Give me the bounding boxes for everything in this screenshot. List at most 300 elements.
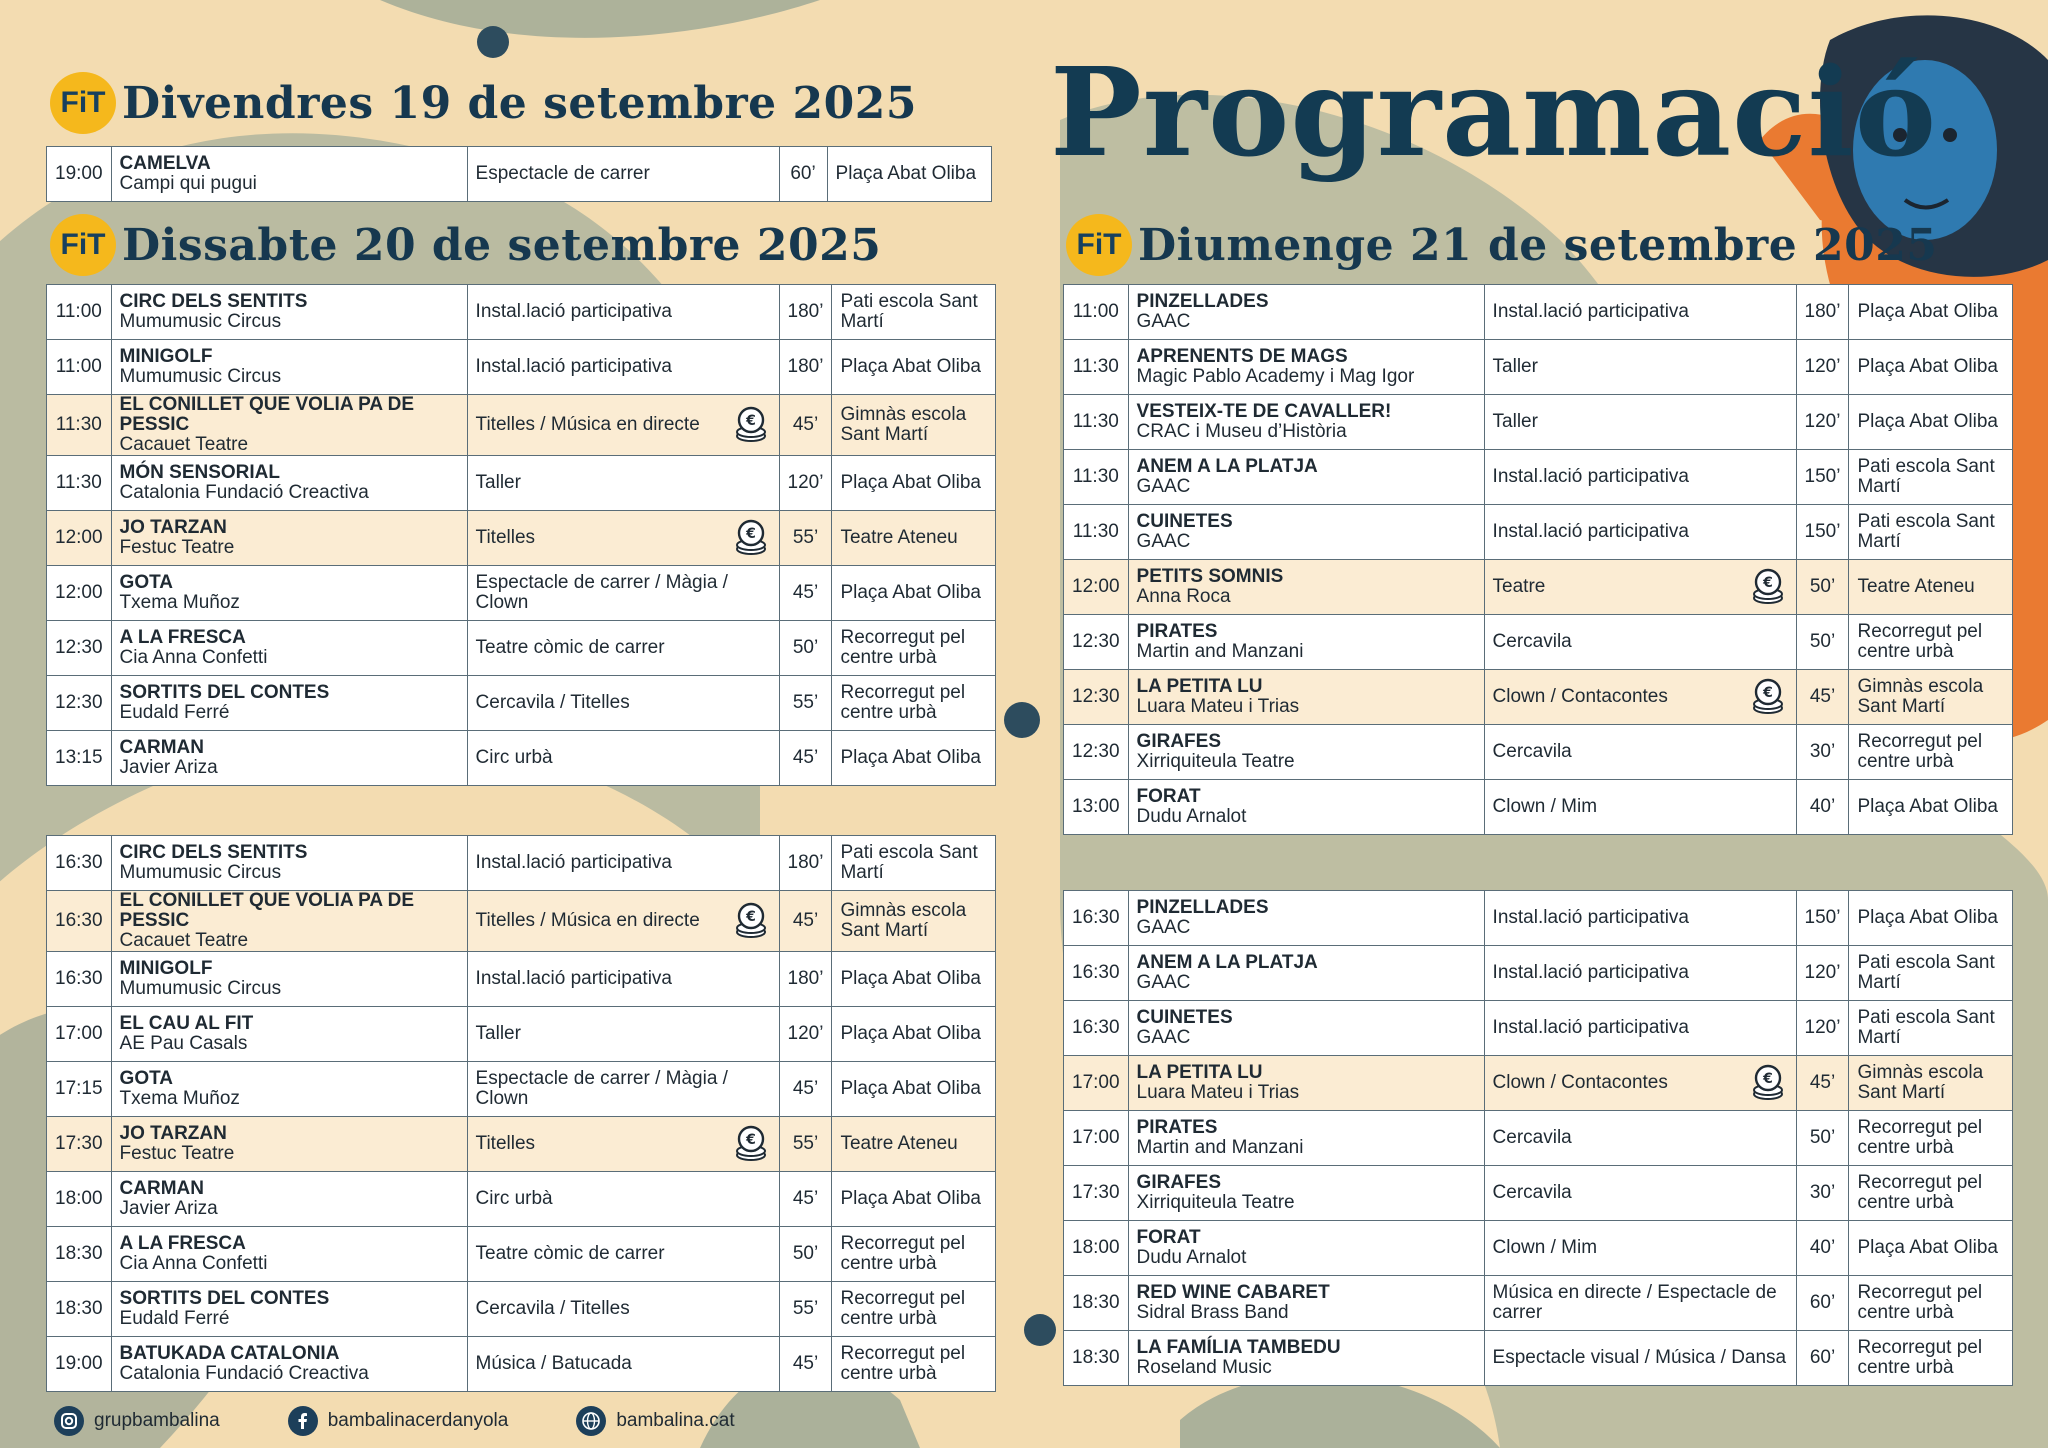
event-duration: 120’ — [1796, 1001, 1849, 1056]
event-type: Teatre — [1492, 576, 1546, 597]
schedule-row — [1064, 780, 2013, 835]
event-place: Plaça Abat Oliba — [1849, 395, 2013, 450]
event-company: Eudald Ferré — [119, 1308, 230, 1329]
event-time: 12:00 — [47, 511, 112, 566]
event-time: 12:30 — [1064, 670, 1129, 725]
instagram-handle[interactable]: grupbambalina — [94, 1410, 220, 1431]
event-cell — [1128, 1111, 1484, 1166]
svg-text:€: € — [1762, 1071, 1773, 1087]
event-duration: 45’ — [779, 731, 832, 786]
paid-ticket-coin-icon — [733, 1125, 769, 1163]
event-name: MINIGOLF — [119, 958, 213, 979]
event-cell — [1128, 891, 1484, 946]
event-type: Taller — [475, 472, 521, 493]
event-type-cell — [1484, 1111, 1796, 1166]
schedule-row — [1064, 670, 2013, 725]
fit-logo: FiT — [50, 214, 116, 276]
event-time: 11:00 — [47, 285, 112, 340]
event-name: MINIGOLF — [119, 346, 213, 367]
event-type: Instal.lació participativa — [1492, 1017, 1689, 1038]
event-type: Teatre còmic de carrer — [475, 637, 665, 658]
event-company: Cia Anna Confetti — [119, 647, 268, 668]
event-time: 16:30 — [1064, 1001, 1129, 1056]
event-time: 11:30 — [1064, 395, 1129, 450]
schedule-row — [47, 340, 996, 395]
event-name: CUINETES — [1136, 1007, 1233, 1028]
globe-icon[interactable] — [576, 1406, 606, 1436]
event-type: Cercavila / Titelles — [475, 692, 630, 713]
event-type-cell — [467, 147, 779, 202]
event-place: Recorregut pel centre urbà — [1849, 615, 2013, 670]
event-company: GAAC — [1136, 476, 1191, 497]
event-cell — [111, 1172, 467, 1227]
event-place: Plaça Abat Oliba — [832, 1062, 996, 1117]
event-duration: 120’ — [1796, 395, 1849, 450]
event-duration: 45’ — [1796, 670, 1849, 725]
page-title: Programació — [1050, 40, 1938, 184]
event-duration: 55’ — [779, 1282, 832, 1337]
event-company: Cacauet Teatre — [119, 930, 249, 951]
event-duration: 45’ — [779, 1172, 832, 1227]
event-type: Música en directe / Espectacle de carrer — [1492, 1282, 1777, 1323]
event-cell — [1128, 1331, 1484, 1386]
event-duration: 180’ — [779, 285, 832, 340]
event-name: MÓN SENSORIAL — [119, 462, 280, 483]
event-type-cell — [467, 1007, 779, 1062]
event-place: Pati escola Sant Martí — [832, 836, 996, 891]
event-type: Instal.lació participativa — [1492, 521, 1689, 542]
event-time: 12:30 — [1064, 725, 1129, 780]
event-cell — [111, 1117, 467, 1172]
schedule-row — [1064, 1001, 2013, 1056]
event-company: Eudald Ferré — [119, 702, 230, 723]
event-duration: 40’ — [1796, 780, 1849, 835]
event-type-cell — [467, 1172, 779, 1227]
sunday-afternoon-table — [1063, 890, 2013, 1386]
event-type-cell — [467, 340, 779, 395]
event-time: 12:00 — [1064, 560, 1129, 615]
event-type-cell — [1484, 340, 1796, 395]
event-duration: 45’ — [779, 395, 832, 456]
event-type: Cercavila — [1492, 741, 1572, 762]
svg-text:€: € — [745, 526, 756, 542]
event-name: PIRATES — [1136, 1117, 1218, 1138]
event-place: Plaça Abat Oliba — [832, 340, 996, 395]
schedule-row — [1064, 450, 2013, 505]
event-company: Magic Pablo Academy i Mag Igor — [1136, 366, 1415, 387]
event-duration: 50’ — [1796, 615, 1849, 670]
event-name: LA PETITA LU — [1136, 1062, 1263, 1083]
event-name: APRENENTS DE MAGS — [1136, 346, 1348, 367]
event-place: Gimnàs escola Sant Martí — [832, 395, 996, 456]
event-duration: 45’ — [779, 891, 832, 952]
event-name: A LA FRESCA — [119, 627, 246, 648]
event-type-cell — [1484, 505, 1796, 560]
event-time: 18:00 — [1064, 1221, 1129, 1276]
event-name: A LA FRESCA — [119, 1233, 246, 1254]
schedule-row — [1064, 1166, 2013, 1221]
event-cell — [111, 891, 467, 952]
event-company: Sidral Brass Band — [1136, 1302, 1289, 1323]
event-type: Espectacle visual / Música / Dansa — [1492, 1347, 1787, 1368]
event-type: Titelles / Música en directe — [475, 910, 700, 931]
event-type-cell — [1484, 670, 1796, 725]
event-name: LA FAMÍLIA TAMBEDU — [1136, 1337, 1341, 1358]
schedule-row — [47, 1337, 996, 1392]
event-type: Clown / Contacontes — [1492, 686, 1668, 707]
event-type-cell — [1484, 1166, 1796, 1221]
event-name: FORAT — [1136, 786, 1201, 807]
schedule-row — [1064, 946, 2013, 1001]
event-cell — [111, 731, 467, 786]
event-cell — [1128, 615, 1484, 670]
event-duration: 40’ — [1796, 1221, 1849, 1276]
event-type-cell — [467, 1062, 779, 1117]
event-company: Dudu Arnalot — [1136, 1247, 1247, 1268]
instagram-icon[interactable] — [54, 1406, 84, 1436]
event-place: Recorregut pel centre urbà — [832, 1227, 996, 1282]
event-name: PINZELLADES — [1136, 897, 1269, 918]
event-type-cell — [467, 836, 779, 891]
schedule-row — [1064, 505, 2013, 560]
event-cell — [111, 1282, 467, 1337]
event-cell — [1128, 505, 1484, 560]
event-place: Plaça Abat Oliba — [832, 566, 996, 621]
event-name: PINZELLADES — [1136, 291, 1269, 312]
event-type-cell — [1484, 285, 1796, 340]
event-time: 13:00 — [1064, 780, 1129, 835]
event-place: Plaça Abat Oliba — [832, 731, 996, 786]
event-company: Martin and Manzani — [1136, 641, 1304, 662]
schedule-row — [1064, 891, 2013, 946]
event-name: CARMAN — [119, 737, 204, 758]
event-place: Recorregut pel centre urbà — [1849, 1166, 2013, 1221]
event-duration: 50’ — [1796, 560, 1849, 615]
event-type-cell — [467, 511, 779, 566]
event-cell — [111, 1337, 467, 1392]
event-duration: 180’ — [779, 340, 832, 395]
event-type: Cercavila / Titelles — [475, 1298, 630, 1319]
event-duration: 60’ — [779, 147, 827, 202]
event-company: Luara Mateu i Trias — [1136, 1082, 1300, 1103]
event-company: Cia Anna Confetti — [119, 1253, 268, 1274]
event-place: Plaça Abat Oliba — [827, 147, 991, 202]
event-type: Instal.lació participativa — [1492, 466, 1689, 487]
event-name: CAMELVA — [119, 153, 211, 174]
event-time: 11:30 — [1064, 450, 1129, 505]
event-place: Teatre Ateneu — [832, 1117, 996, 1172]
event-name: PIRATES — [1136, 621, 1218, 642]
svg-text:€: € — [745, 413, 756, 429]
event-type: Música / Batucada — [475, 1353, 632, 1374]
event-name: LA PETITA LU — [1136, 676, 1263, 697]
event-type-cell — [467, 1337, 779, 1392]
event-name: GIRAFES — [1136, 731, 1221, 752]
event-type: Instal.lació participativa — [1492, 962, 1689, 983]
event-type-cell — [467, 456, 779, 511]
event-type: Instal.lació participativa — [475, 301, 672, 322]
schedule-row — [1064, 1111, 2013, 1166]
event-company: GAAC — [1136, 531, 1191, 552]
event-company: Txema Muñoz — [119, 592, 240, 613]
saturday-title: Dissabte 20 de setembre 2025 — [122, 219, 882, 271]
event-time: 18:30 — [1064, 1276, 1129, 1331]
saturday-header — [50, 214, 881, 276]
event-name: CIRC DELS SENTITS — [119, 291, 308, 312]
event-time: 16:30 — [1064, 891, 1129, 946]
event-name: CUINETES — [1136, 511, 1233, 532]
event-duration: 50’ — [779, 621, 832, 676]
paid-ticket-coin-icon — [733, 519, 769, 557]
event-cell — [111, 147, 467, 202]
event-time: 19:00 — [47, 147, 112, 202]
event-type: Clown / Mim — [1492, 1237, 1598, 1258]
event-company: Mumumusic Circus — [119, 978, 282, 999]
event-type-cell — [467, 1117, 779, 1172]
event-cell — [111, 952, 467, 1007]
event-time: 16:30 — [47, 836, 112, 891]
event-place: Pati escola Sant Martí — [1849, 450, 2013, 505]
event-place: Pati escola Sant Martí — [832, 285, 996, 340]
event-place: Recorregut pel centre urbà — [832, 1337, 996, 1392]
event-place: Pati escola Sant Martí — [1849, 505, 2013, 560]
schedule-row — [47, 1172, 996, 1227]
saturday-afternoon-table — [46, 835, 996, 1392]
event-type: Taller — [1492, 411, 1538, 432]
event-type: Circ urbà — [475, 747, 553, 768]
event-place: Gimnàs escola Sant Martí — [1849, 1056, 2013, 1111]
event-time: 17:30 — [1064, 1166, 1129, 1221]
event-company: Xirriquiteula Teatre — [1136, 751, 1295, 772]
event-type: Titelles / Música en directe — [475, 414, 700, 435]
event-place: Pati escola Sant Martí — [1849, 946, 2013, 1001]
schedule-row — [1064, 725, 2013, 780]
event-type: Clown / Mim — [1492, 796, 1598, 817]
event-name: PETITS SOMNIS — [1136, 566, 1284, 587]
schedule-row — [1064, 1331, 2013, 1386]
event-name: EL CONILLET QUE VOLIA PA DE PESSIC — [119, 890, 415, 931]
event-duration: 150’ — [1796, 891, 1849, 946]
event-time: 11:30 — [47, 456, 112, 511]
event-company: Mumumusic Circus — [119, 366, 282, 387]
event-name: GOTA — [119, 572, 174, 593]
event-duration: 60’ — [1796, 1331, 1849, 1386]
event-time: 11:30 — [47, 395, 112, 456]
schedule-row — [47, 1282, 996, 1337]
event-company: Cacauet Teatre — [119, 434, 249, 455]
event-cell — [111, 1227, 467, 1282]
event-company: GAAC — [1136, 1027, 1191, 1048]
schedule-row — [1064, 1221, 2013, 1276]
event-cell — [1128, 725, 1484, 780]
event-time: 18:00 — [47, 1172, 112, 1227]
event-company: Javier Ariza — [119, 757, 218, 778]
event-place: Plaça Abat Oliba — [1849, 891, 2013, 946]
event-name: JO TARZAN — [119, 517, 227, 538]
event-place: Recorregut pel centre urbà — [1849, 1276, 2013, 1331]
event-place: Plaça Abat Oliba — [832, 456, 996, 511]
event-type-cell — [1484, 780, 1796, 835]
friday-header — [50, 72, 917, 134]
event-place: Gimnàs escola Sant Martí — [832, 891, 996, 952]
schedule-row — [47, 511, 996, 566]
event-place: Plaça Abat Oliba — [832, 952, 996, 1007]
event-place: Recorregut pel centre urbà — [832, 1282, 996, 1337]
schedule-row — [1064, 615, 2013, 670]
event-cell — [1128, 340, 1484, 395]
event-cell — [1128, 780, 1484, 835]
event-company: Mumumusic Circus — [119, 311, 282, 332]
event-company: Catalonia Fundació Creactiva — [119, 1363, 369, 1384]
event-type-cell — [467, 676, 779, 731]
event-duration: 50’ — [779, 1227, 832, 1282]
event-time: 11:00 — [1064, 285, 1129, 340]
event-duration: 120’ — [1796, 340, 1849, 395]
event-company: Mumumusic Circus — [119, 862, 282, 883]
event-type: Instal.lació participativa — [475, 852, 672, 873]
event-time: 17:00 — [1064, 1056, 1129, 1111]
schedule-row — [47, 1117, 996, 1172]
event-type-cell — [1484, 725, 1796, 780]
event-place: Plaça Abat Oliba — [1849, 285, 2013, 340]
schedule-row — [47, 731, 996, 786]
event-type-cell — [467, 1282, 779, 1337]
event-type: Cercavila — [1492, 1127, 1572, 1148]
schedule-row — [1064, 1276, 2013, 1331]
event-cell — [1128, 1001, 1484, 1056]
event-company: Anna Roca — [1136, 586, 1231, 607]
event-name: SORTITS DEL CONTES — [119, 682, 330, 703]
event-time: 17:15 — [47, 1062, 112, 1117]
event-name: EL CAU AL FIT — [119, 1013, 254, 1034]
event-time: 11:30 — [1064, 340, 1129, 395]
event-type: Instal.lació participativa — [475, 356, 672, 377]
event-time: 13:15 — [47, 731, 112, 786]
saturday-morning-table — [46, 284, 996, 786]
event-duration: 180’ — [1796, 285, 1849, 340]
event-type: Cercavila — [1492, 1182, 1572, 1203]
paid-ticket-coin-icon — [733, 406, 769, 444]
event-company: Catalonia Fundació Creactiva — [119, 482, 369, 503]
event-place: Recorregut pel centre urbà — [832, 621, 996, 676]
event-duration: 45’ — [779, 1337, 832, 1392]
event-place: Recorregut pel centre urbà — [1849, 1331, 2013, 1386]
event-cell — [111, 285, 467, 340]
facebook-icon[interactable] — [288, 1406, 318, 1436]
event-duration: 45’ — [779, 1062, 832, 1117]
event-time: 16:30 — [47, 952, 112, 1007]
event-type: Espectacle de carrer / Màgia / Clown — [475, 1068, 728, 1109]
schedule-row — [47, 891, 996, 952]
event-company: Festuc Teatre — [119, 537, 235, 558]
schedule-row — [1064, 395, 2013, 450]
event-cell — [1128, 1056, 1484, 1111]
event-time: 17:00 — [1064, 1111, 1129, 1166]
website-link[interactable]: bambalina.cat — [616, 1410, 735, 1431]
event-duration: 55’ — [779, 1117, 832, 1172]
event-company: Javier Ariza — [119, 1198, 218, 1219]
event-time: 16:30 — [1064, 946, 1129, 1001]
event-time: 12:30 — [47, 621, 112, 676]
event-cell — [1128, 560, 1484, 615]
event-duration: 150’ — [1796, 450, 1849, 505]
event-cell — [1128, 395, 1484, 450]
event-type: Instal.lació participativa — [1492, 907, 1689, 928]
event-place: Plaça Abat Oliba — [1849, 340, 2013, 395]
event-time: 12:30 — [47, 676, 112, 731]
footer-social — [54, 1406, 735, 1436]
event-type-cell — [467, 395, 779, 456]
event-cell — [111, 1062, 467, 1117]
event-cell — [1128, 946, 1484, 1001]
event-type: Clown / Contacontes — [1492, 1072, 1668, 1093]
event-name: BATUKADA CATALONIA — [119, 1343, 340, 1364]
event-place: Recorregut pel centre urbà — [1849, 725, 2013, 780]
schedule-row — [47, 147, 992, 202]
event-time: 19:00 — [47, 1337, 112, 1392]
schedule-row — [47, 285, 996, 340]
event-type-cell — [467, 566, 779, 621]
event-type: Cercavila — [1492, 631, 1572, 652]
schedule-row — [47, 676, 996, 731]
event-time: 11:30 — [1064, 505, 1129, 560]
event-company: GAAC — [1136, 917, 1191, 938]
fit-logo: FiT — [50, 72, 116, 134]
event-company: GAAC — [1136, 311, 1191, 332]
sunday-title: Diumenge 21 de setembre 2025 — [1138, 219, 1938, 271]
event-type: Titelles — [475, 1133, 536, 1154]
event-company: Campi qui pugui — [119, 173, 257, 194]
schedule-row — [47, 1062, 996, 1117]
event-type-cell — [1484, 1221, 1796, 1276]
event-cell — [111, 836, 467, 891]
event-duration: 50’ — [1796, 1111, 1849, 1166]
event-cell — [111, 621, 467, 676]
event-cell — [1128, 285, 1484, 340]
facebook-handle[interactable]: bambalinacerdanyola — [327, 1410, 509, 1431]
event-company: Xirriquiteula Teatre — [1136, 1192, 1295, 1213]
event-place: Teatre Ateneu — [832, 511, 996, 566]
event-name: SORTITS DEL CONTES — [119, 1288, 330, 1309]
event-duration: 60’ — [1796, 1276, 1849, 1331]
event-type-cell — [1484, 891, 1796, 946]
event-name: VESTEIX-TE DE CAVALLER! — [1136, 401, 1392, 422]
paid-ticket-coin-icon — [733, 902, 769, 940]
event-type: Titelles — [475, 527, 536, 548]
event-place: Recorregut pel centre urbà — [832, 676, 996, 731]
schedule-row — [47, 952, 996, 1007]
event-duration: 150’ — [1796, 505, 1849, 560]
schedule-row — [47, 456, 996, 511]
svg-text:€: € — [1762, 575, 1773, 591]
svg-text:€: € — [745, 1132, 756, 1148]
event-type-cell — [1484, 615, 1796, 670]
event-type: Circ urbà — [475, 1188, 553, 1209]
event-place: Plaça Abat Oliba — [1849, 1221, 2013, 1276]
event-duration: 120’ — [1796, 946, 1849, 1001]
event-time: 18:30 — [47, 1282, 112, 1337]
schedule-row — [1064, 1056, 2013, 1111]
friday-schedule-table — [46, 146, 992, 202]
event-cell — [1128, 1166, 1484, 1221]
event-type: Espectacle de carrer — [475, 163, 650, 184]
event-company: GAAC — [1136, 972, 1191, 993]
schedule-row — [47, 836, 996, 891]
event-type-cell — [1484, 1276, 1796, 1331]
event-time: 11:00 — [47, 340, 112, 395]
event-type: Taller — [1492, 356, 1538, 377]
event-cell — [1128, 670, 1484, 725]
